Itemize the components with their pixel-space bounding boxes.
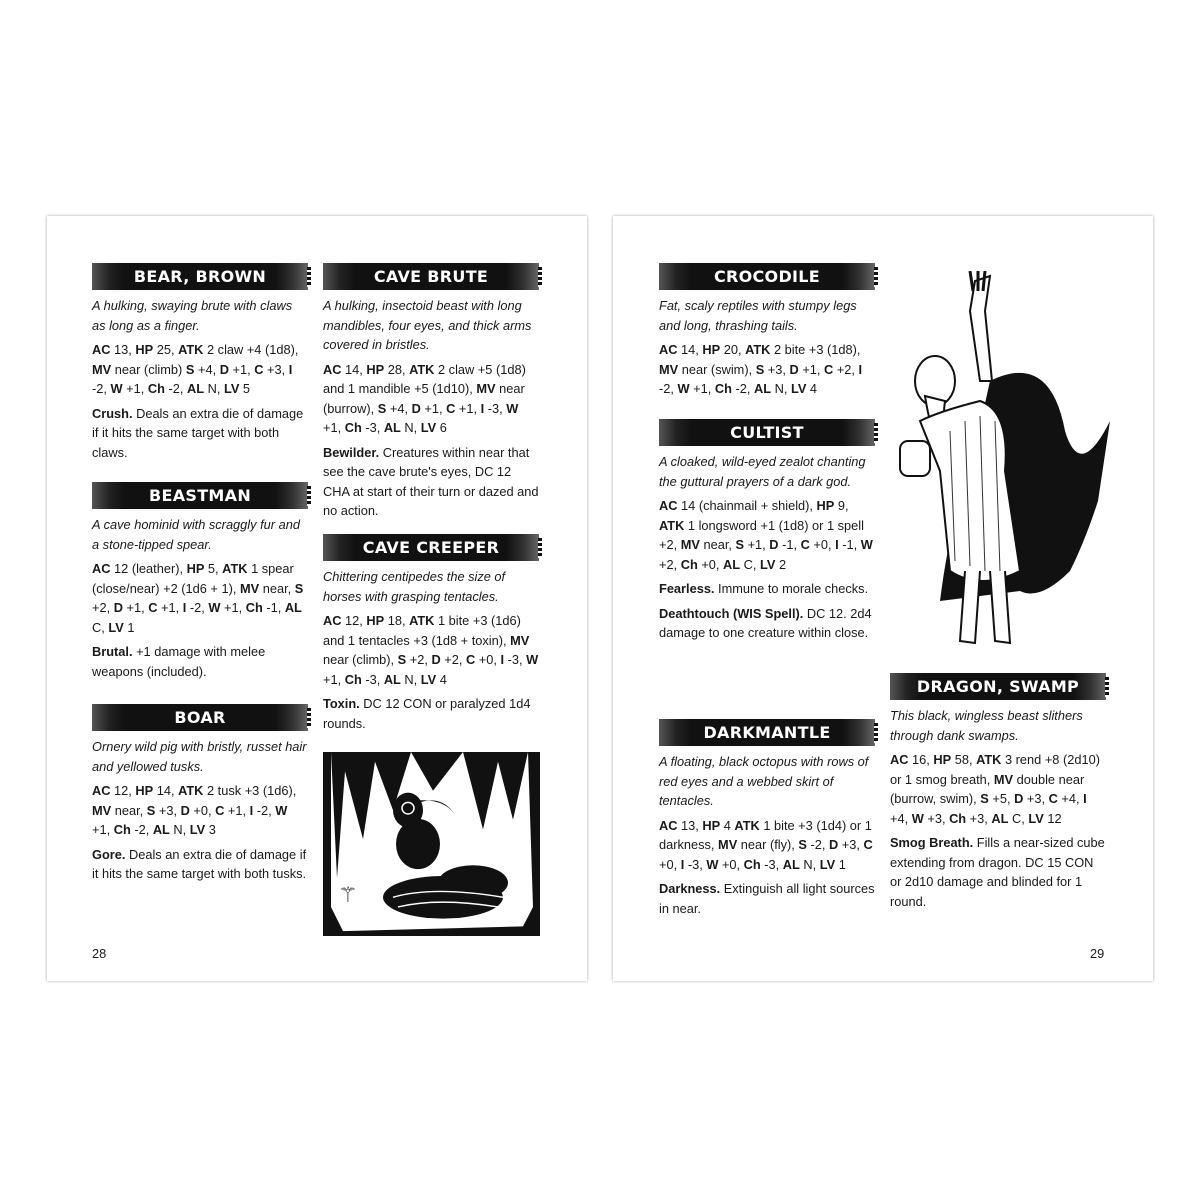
ability-text <box>659 879 875 918</box>
stat-value: +4, <box>386 400 412 416</box>
page-number: 29 <box>1090 946 1105 961</box>
entry-darkmantle <box>659 719 875 923</box>
stat-label: AC <box>92 561 111 576</box>
stat-block <box>323 360 539 438</box>
stat-label: Ch <box>680 556 698 572</box>
stat-value: -1, <box>778 537 801 552</box>
stat-value: +3, <box>923 810 950 826</box>
stat-value: 2 <box>775 556 787 572</box>
stat-label: HP <box>702 817 721 833</box>
stat-value: +1, <box>122 381 148 396</box>
stat-label: C <box>824 361 834 377</box>
stat-value: +1, <box>157 600 183 615</box>
stat-label: AC <box>659 817 678 833</box>
stat-value: +2, <box>92 600 114 615</box>
stat-label: C <box>148 600 158 615</box>
stat-value: +2, <box>406 652 432 667</box>
entry-title: BEASTMAN <box>92 482 308 509</box>
stat-block <box>92 340 308 399</box>
stat-label: I <box>182 600 187 615</box>
stat-value: N, <box>799 856 820 872</box>
stat-value: 13, <box>110 342 136 357</box>
stat-label: W <box>911 810 924 826</box>
stat-label: Ch <box>344 671 362 687</box>
stat-value: +0, <box>189 802 216 818</box>
stat-label: W <box>275 802 288 818</box>
stat-block <box>323 611 539 689</box>
stat-label: AC <box>659 342 678 357</box>
stat-label: C <box>1048 791 1058 806</box>
stat-label: Deathtouch (WIS Spell). <box>659 605 804 621</box>
stat-value: +1, <box>224 802 250 818</box>
stat-label: S <box>755 361 765 377</box>
stat-value: +3, <box>966 810 992 826</box>
stat-label: ATK <box>976 752 1002 767</box>
stat-label: AL <box>383 671 401 687</box>
stat-label: MV <box>680 537 700 552</box>
entry-cave-brute <box>323 263 539 526</box>
stat-label: Ch <box>113 822 131 837</box>
stat-label: S <box>397 652 407 667</box>
stat-label: Ch <box>147 381 165 396</box>
stat-value: C, <box>92 619 109 635</box>
stat-label: Toxin. <box>323 696 360 711</box>
stat-label: AC <box>92 342 111 357</box>
stat-value: +3, <box>263 361 289 377</box>
stat-label: HP <box>816 498 835 513</box>
stat-label: AL <box>782 856 800 872</box>
entry-description: A floating, black octopus with rows of red eyes and a webbed skirt of tentacles. <box>659 754 869 808</box>
stat-label: C <box>254 361 264 377</box>
stat-label: HP <box>366 361 385 377</box>
entry-cave-creeper <box>323 534 539 738</box>
stat-value: +1, <box>122 600 149 615</box>
stat-label: AL <box>383 420 401 435</box>
stat-value: DC 12. 2d4 damage to one creature within close. <box>659 605 872 640</box>
stat-label: AC <box>92 783 111 798</box>
cave-creeper-illustration <box>323 752 540 936</box>
entry-title: DRAGON, SWAMP <box>890 673 1106 700</box>
stat-value: +1 damage with melee weapons (included). <box>92 644 266 679</box>
stat-value: near, <box>111 802 147 818</box>
stat-value: 2 claw +4 (1d8), <box>203 342 299 357</box>
stat-label: C <box>800 537 810 552</box>
stat-value: -2, <box>659 381 678 396</box>
stat-label: MV <box>993 771 1014 787</box>
page-28 <box>47 216 587 981</box>
stat-label: ATK <box>745 342 771 357</box>
stat-label: C <box>215 802 225 818</box>
stat-label: MV <box>92 361 112 377</box>
stat-label: LV <box>420 671 437 687</box>
stat-value: 14 (chainmail + shield), <box>677 498 817 513</box>
stat-value: 58, <box>951 752 977 767</box>
stat-label: W <box>526 652 539 667</box>
stat-label: S <box>980 791 989 806</box>
stat-label: W <box>110 381 123 396</box>
stat-label: W <box>506 400 519 416</box>
stat-label: AL <box>991 810 1009 826</box>
stat-value: near (fly), <box>737 837 799 852</box>
ability-text <box>323 694 539 733</box>
stat-value: 28, <box>384 361 410 377</box>
stat-label: D <box>769 537 779 552</box>
stat-label: S <box>798 837 807 852</box>
stat-value: +2, <box>440 652 466 667</box>
stat-value: Deals an extra die of damage if it hits the same target with both claws. <box>92 405 304 460</box>
stat-label: Ch <box>949 810 967 826</box>
stat-value: near, <box>259 580 295 596</box>
stat-label: ATK <box>659 517 685 533</box>
stat-label: S <box>294 580 304 596</box>
stat-value: +4, <box>1057 791 1084 806</box>
entry-dragon-swamp <box>890 673 1106 916</box>
stat-label: ATK <box>734 817 760 833</box>
stat-value: -2, <box>731 381 754 396</box>
stat-value: +0, <box>475 652 501 667</box>
stat-label: Ch <box>344 420 362 435</box>
stat-label: I <box>680 856 685 872</box>
stat-value: +4, <box>194 361 220 377</box>
stat-value: +0, <box>659 856 681 872</box>
stat-label: Darkness. <box>659 881 721 896</box>
stat-value: -3, <box>504 652 527 667</box>
stat-value: +1, <box>455 400 481 416</box>
stat-value: +3, <box>838 837 864 852</box>
entry-title: CULTIST <box>659 419 875 446</box>
stat-label: LV <box>108 619 124 635</box>
stat-label: LV <box>1028 810 1044 826</box>
stat-value: 13, <box>677 817 703 833</box>
stat-value: +1, <box>228 361 255 377</box>
entry-title: BEAR, BROWN <box>92 263 308 290</box>
entry-title: CAVE CREEPER <box>323 534 539 561</box>
entry-description: This black, wingless beast slithers through dank swamps. <box>890 708 1083 743</box>
stat-label: LV <box>760 556 776 572</box>
stat-label: MV <box>510 632 530 648</box>
stat-value: 1 longsword +1 (1d8) or 1 spell +2, <box>659 517 864 552</box>
stat-value: Fills a near-sized cube extending from dragon. DC 15 CON or 2d10 damage and blinded for 1 round. <box>890 835 1105 909</box>
stat-block <box>659 816 875 875</box>
stat-label: MV <box>659 361 679 377</box>
stat-value: near (swim), <box>678 361 756 377</box>
stat-value: -3, <box>684 856 707 872</box>
stat-value: 20, <box>720 342 746 357</box>
entry-description: A cloaked, wild-eyed zealot chanting the guttural prayers of a dark god. <box>659 454 866 489</box>
stat-label: C <box>863 837 873 852</box>
stat-label: Ch <box>743 856 761 872</box>
stat-value: N, <box>400 420 421 435</box>
stat-block <box>659 340 875 399</box>
stat-label: AL <box>284 600 302 615</box>
entry-cultist <box>659 419 875 648</box>
stat-label: I <box>1083 791 1087 806</box>
stat-value: 2 claw +5 (1d8) and 1 mandible +5 (1d10), <box>323 361 526 396</box>
stat-value: -2, <box>253 802 276 818</box>
stat-label: LV <box>819 856 836 872</box>
stat-label: I <box>500 652 505 667</box>
entry-description: Ornery wild pig with bristly, russet hair and yellowed tusks. <box>92 739 307 774</box>
stat-label: LV <box>189 822 206 837</box>
stat-value: +3, <box>155 802 181 818</box>
stat-label: AL <box>152 822 170 837</box>
stat-value: 5, <box>204 561 223 576</box>
stat-label: D <box>180 802 190 818</box>
entry-title: CROCODILE <box>659 263 875 290</box>
stat-value: +4, <box>890 810 912 826</box>
stat-label: I <box>480 400 485 416</box>
stat-value: 6 <box>436 420 447 435</box>
stat-value: 2 tusk +3 (1d6), <box>203 783 297 798</box>
stat-block <box>659 496 875 574</box>
stat-label: MV <box>239 580 260 596</box>
stat-value: N, <box>771 381 791 396</box>
entry-title: DARKMANTLE <box>659 719 875 746</box>
stat-value: 3 rend +8 (2d10) or 1 smog breath, <box>890 752 1100 787</box>
stat-value: near, <box>699 537 736 552</box>
stat-value: -1, <box>262 600 285 615</box>
stat-value: 12, <box>341 613 367 628</box>
ability-text <box>659 579 875 599</box>
stat-label: AC <box>323 361 342 377</box>
stat-value: 1 <box>123 619 135 635</box>
stat-value: -3, <box>361 420 384 435</box>
stat-label: HP <box>702 342 721 357</box>
stat-value: +1, <box>689 381 715 396</box>
stat-label: C <box>446 400 456 416</box>
page-29 <box>613 216 1153 981</box>
stat-value: -3, <box>361 671 384 687</box>
stat-label: HP <box>933 752 952 767</box>
ability-text <box>92 642 308 681</box>
stat-label: W <box>208 600 221 615</box>
stat-label: HP <box>186 561 205 576</box>
stat-label: ATK <box>178 342 204 357</box>
stat-value: +3, <box>764 361 790 377</box>
stat-value: 12 (leather), <box>110 561 187 576</box>
stat-value: +1, <box>798 361 825 377</box>
stat-label: I <box>288 361 293 377</box>
stat-value: -2, <box>92 381 111 396</box>
stat-label: I <box>249 802 254 818</box>
stat-value: -2, <box>806 837 829 852</box>
stat-value: -2, <box>186 600 209 615</box>
stat-value: Extinguish all light sources in near. <box>659 881 875 916</box>
entry-description: Chittering centipedes the size of horses with grasping tentacles. <box>323 569 506 604</box>
stat-value: -2, <box>130 822 153 837</box>
entry-boar <box>92 704 308 889</box>
stat-label: D <box>113 600 123 615</box>
stat-value: -3, <box>760 856 783 872</box>
stat-value: DC 12 CON or paralyzed 1d4 rounds. <box>323 696 531 731</box>
stat-block <box>890 750 1106 828</box>
stat-value: +3, <box>1023 791 1049 806</box>
stat-value: N, <box>204 381 224 396</box>
entry-description: A hulking, swaying brute with claws as long as a finger. <box>92 298 293 333</box>
entry-bear-brown <box>92 263 308 467</box>
stat-label: S <box>377 400 387 416</box>
ability-text <box>92 845 308 884</box>
stat-value: 1 bite +3 (1d6) and 1 tentacles +3 (1d8 + toxin), <box>323 613 521 648</box>
stat-label: LV <box>420 420 437 435</box>
stat-value: +1, <box>92 822 114 837</box>
stat-value: near (burrow), <box>323 381 525 416</box>
cultist-illustration <box>880 271 1120 666</box>
stat-value: 14, <box>153 783 179 798</box>
stat-value: C, <box>1008 810 1029 826</box>
stat-label: Fearless. <box>659 581 715 596</box>
stat-label: HP <box>135 783 154 798</box>
stat-label: ATK <box>222 561 248 576</box>
stat-value: -1, <box>838 537 861 552</box>
stat-value: 4 <box>806 381 818 396</box>
stat-value: 4 <box>436 671 447 687</box>
stat-label: AL <box>723 556 741 572</box>
entry-beastman <box>92 482 308 686</box>
stat-label: W <box>860 537 873 552</box>
stat-label: LV <box>790 381 807 396</box>
stat-value: +2, <box>833 361 859 377</box>
stat-block <box>92 781 308 840</box>
stat-label: ATK <box>409 613 435 628</box>
stat-value: near (climb), <box>323 652 398 667</box>
stat-value: double near (burrow, swim), <box>890 771 1085 806</box>
stat-value: +1, <box>220 600 246 615</box>
stat-label: I <box>858 361 863 377</box>
stat-value: 2 bite +3 (1d8), <box>770 342 861 357</box>
stat-label: ATK <box>178 783 204 798</box>
stat-label: AC <box>323 613 342 628</box>
stat-value: 5 <box>239 381 251 396</box>
stat-value: +1, <box>420 400 447 416</box>
entry-crocodile <box>659 263 875 404</box>
stat-value: C, <box>740 556 761 572</box>
stat-label: D <box>219 361 229 377</box>
stat-value: +1, <box>744 537 770 552</box>
stat-label: D <box>1014 791 1024 806</box>
stat-label: W <box>706 856 719 872</box>
stat-value: +0, <box>697 556 724 572</box>
stat-value: +2, <box>659 556 681 572</box>
stat-value: 4 <box>720 817 735 833</box>
stat-value: 14, <box>341 361 367 377</box>
stat-value: 12, <box>110 783 136 798</box>
stat-label: S <box>185 361 195 377</box>
stat-label: MV <box>476 381 496 396</box>
stat-value: +0, <box>809 537 836 552</box>
stat-label: D <box>829 837 839 852</box>
stat-value: -3, <box>484 400 507 416</box>
stat-value: Creatures within near that see the cave brute's eyes, DC 12 CHA at start of their turn or dazed and no action. <box>323 444 539 518</box>
stat-label: I <box>835 537 839 552</box>
stat-label: AC <box>659 498 678 513</box>
entry-description: Fat, scaly reptiles with stumpy legs and long, thrashing tails. <box>659 298 857 333</box>
stat-label: LV <box>223 381 240 396</box>
stat-label: Ch <box>714 381 732 396</box>
stat-value: 25, <box>153 342 179 357</box>
stat-block <box>92 559 308 637</box>
stat-label: MV <box>92 802 112 818</box>
stat-label: AL <box>186 381 205 396</box>
stat-label: D <box>411 400 421 416</box>
stat-label: AL <box>753 381 772 396</box>
ability-text <box>92 404 308 463</box>
stat-value: 1 <box>835 856 846 872</box>
stat-value: +1, <box>323 420 345 435</box>
stat-label: MV <box>718 837 738 852</box>
page-number: 28 <box>92 946 107 961</box>
stat-value: Immune to morale checks. <box>714 581 869 596</box>
entry-description: A cave hominid with scraggly fur and a stone-tipped spear. <box>92 517 300 552</box>
stat-label: D <box>431 652 441 667</box>
stat-value: +5, <box>988 791 1015 806</box>
entry-title: CAVE BRUTE <box>323 263 539 290</box>
entry-description: A hulking, insectoid beast with long mandibles, four eyes, and thick arms covered in bristles. <box>323 298 532 352</box>
stat-label: Brutal. <box>92 644 133 659</box>
stat-value: 18, <box>384 613 410 628</box>
stat-label: Smog Breath. <box>890 835 974 850</box>
stat-label: C <box>466 652 476 667</box>
stat-value: -2, <box>164 381 187 396</box>
stat-value: 1 bite +3 (1d4) or 1 darkness, <box>659 817 872 852</box>
ability-text <box>659 604 875 643</box>
stat-value: 16, <box>908 752 934 767</box>
stat-label: Bewilder. <box>323 444 380 460</box>
stat-label: S <box>735 537 745 552</box>
stat-value: 9, <box>834 498 849 513</box>
stat-label: AC <box>890 752 909 767</box>
stat-label: HP <box>135 342 154 357</box>
stat-label: D <box>789 361 799 377</box>
stat-label: HP <box>366 613 385 628</box>
stat-value: 1 spear (close/near) +2 (1d6 + 1), <box>92 561 294 596</box>
artist-signature-icon: ⚚ <box>338 882 358 908</box>
stat-label: W <box>677 381 690 396</box>
stat-value: 12 <box>1043 810 1062 826</box>
stat-value: N, <box>400 671 421 687</box>
stat-value: near (climb) <box>111 361 186 377</box>
stat-value: 14, <box>677 342 703 357</box>
entry-title: BOAR <box>92 704 308 731</box>
stat-value: N, <box>169 822 190 837</box>
ability-text <box>323 443 539 521</box>
stat-label: ATK <box>409 361 435 377</box>
stat-label: Crush. <box>92 405 133 421</box>
stat-value: 3 <box>205 822 216 837</box>
stat-label: Gore. <box>92 846 126 862</box>
stat-value: +1, <box>323 671 345 687</box>
stat-value: Deals an extra die of damage if it hits the same target with both tusks. <box>92 846 307 881</box>
stat-label: Ch <box>245 600 263 615</box>
ability-text <box>890 833 1106 911</box>
stat-value: +0, <box>718 856 744 872</box>
stat-label: S <box>146 802 156 818</box>
